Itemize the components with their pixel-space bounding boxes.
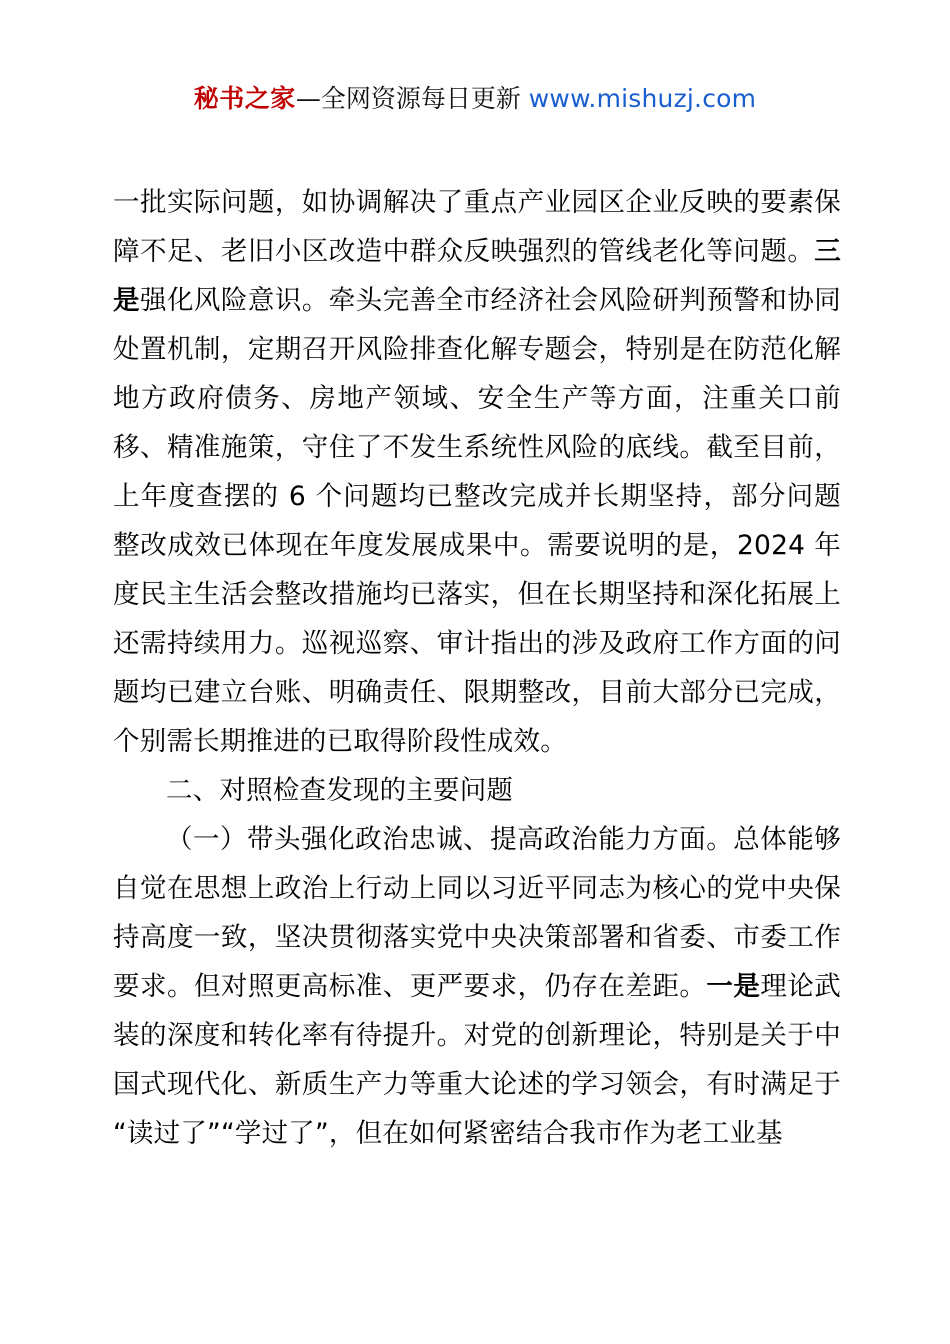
section-heading-two bbox=[113, 766, 841, 815]
site-brand: 秘书之家 bbox=[193, 84, 296, 113]
site-tagline: —全网资源每日更新 bbox=[295, 84, 521, 113]
document-body bbox=[113, 178, 841, 1158]
site-header bbox=[0, 82, 950, 116]
emphasis-run: 三是 bbox=[113, 236, 841, 316]
text-run: 强化风险意识。牵头完善全市经济社会风险研判预警和协同处置机制，定期召开风险排查化解专题会，特别是在防范化解地方政府债务、房地产领域、安全生产等方面，注重关口前移、精准施策，守住了不发生系统性风险的底线。截至目前，上年度查摆的 6 个问题均已整改完成并长期坚持，部分问题整改成效已体现在年度发展成果中。需要说明的是，2024 年度民主生活会整改措施均已落实，但在长期坚持和深化拓展上还需持续用力。巡视巡察、审计指出的涉及政府工作方面的问题均已建立台账、明确责任、限期整改，目前大部分已完成，个别需长期推进的已取得阶段性成效。 bbox=[113, 285, 842, 757]
text-run: 二、对照检查发现的主要问题 bbox=[166, 775, 514, 806]
paragraph-continuation bbox=[113, 178, 841, 766]
text-run: （一）带头强化政治忠诚、提高政治能力方面。总体能够自觉在思想上政治上行动上同以习近平同志为核心的党中央保持高度一致，坚决贯彻落实党中央决策部署和省委、市委工作要求。但对照更高标准、更严要求，仍存在差距。 bbox=[113, 824, 841, 1002]
emphasis-run: 一是 bbox=[706, 971, 761, 1002]
text-run: 一批实际问题，如协调解决了重点产业园区企业反映的要素保障不足、老旧小区改造中群众反映强烈的管线老化等问题。 bbox=[113, 187, 841, 267]
subsection-one bbox=[113, 815, 841, 1158]
site-url[interactable]: www.mishuzj.com bbox=[528, 84, 757, 113]
text-run: 理论武装的深度和转化率有待提升。对党的创新理论，特别是关于中国式现代化、新质生产力等重大论述的学习领会，有时满足于“读过了”“学过了”，但在如何紧密结合我市作为老工业基 bbox=[113, 971, 841, 1149]
